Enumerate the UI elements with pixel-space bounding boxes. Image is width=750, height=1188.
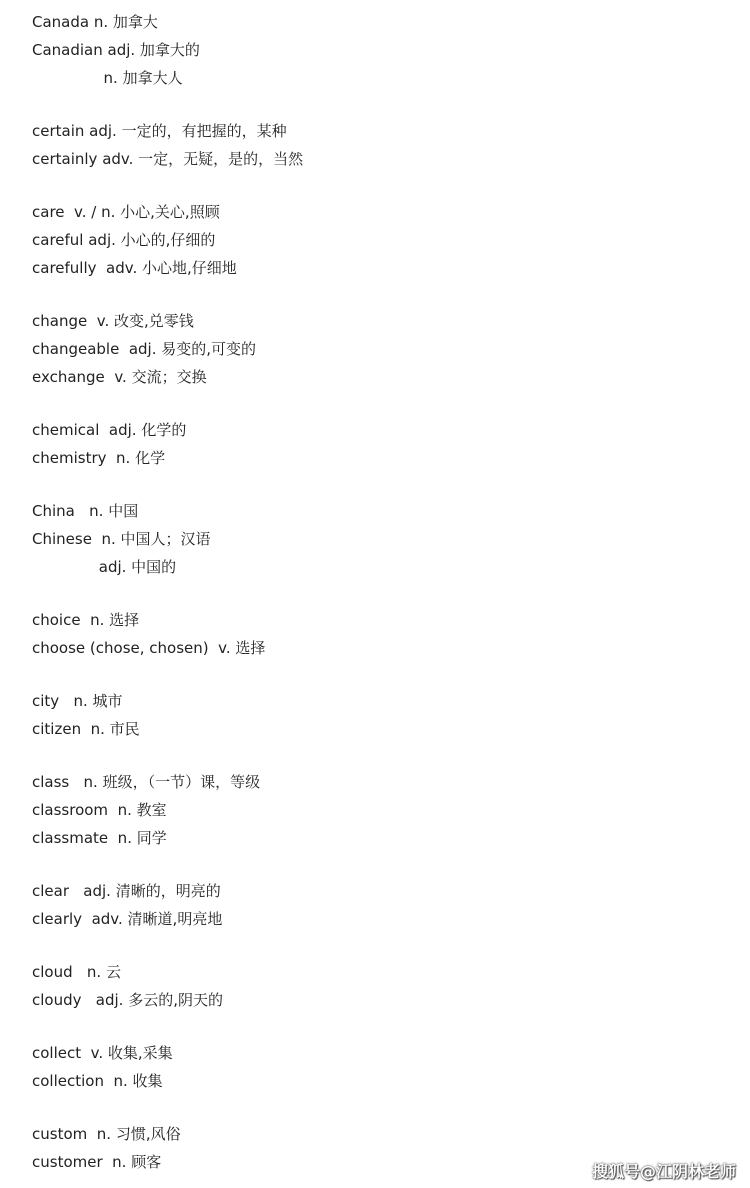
word-group [32,117,732,173]
vocab-line: choice n. 选择 [32,611,140,629]
word-group [32,416,732,472]
vocab-line: n. 加拿大人 [32,69,183,87]
word-group [32,8,732,92]
group-spacer [32,1014,732,1039]
vocab-line: care v. / n. 小心,关心,照顾 [32,203,220,221]
word-group [32,606,732,662]
vocab-line: carefully adv. 小心地,仔细地 [32,259,237,277]
vocab-line: collect v. 收集,采集 [32,1044,173,1062]
group-spacer [32,92,732,117]
vocab-line: chemical adj. 化学的 [32,421,187,439]
vocab-line: chemistry n. 化学 [32,449,166,467]
vocab-line: cloud n. 云 [32,963,121,981]
group-spacer [32,472,732,497]
group-spacer [32,391,732,416]
vocab-line: certain adj. 一定的，有把握的，某种 [32,122,287,140]
group-spacer [32,852,732,877]
word-group [32,1039,732,1095]
word-group [32,768,732,852]
vocabulary-document [32,8,732,1176]
vocab-line: Canadian adj. 加拿大的 [32,41,200,59]
vocab-line: careful adj. 小心的,仔细的 [32,231,216,249]
vocab-line: classroom n. 教室 [32,801,167,819]
group-spacer [32,282,732,307]
vocab-line: exchange v. 交流；交换 [32,368,207,386]
word-group [32,497,732,581]
vocab-line: changeable adj. 易变的,可变的 [32,340,257,358]
group-spacer [32,662,732,687]
vocab-line: Canada n. 加拿大 [32,13,158,31]
vocab-line: cloudy adj. 多云的,阴天的 [32,991,223,1009]
word-group [32,958,732,1014]
vocab-line: collection n. 收集 [32,1072,163,1090]
vocab-line: clear adj. 清晰的，明亮的 [32,882,221,900]
vocab-line: Chinese n. 中国人；汉语 [32,530,211,548]
vocab-line: citizen n. 市民 [32,720,140,738]
vocab-line: adj. 中国的 [32,558,177,576]
vocab-line: choose (chose, chosen) v. 选择 [32,639,266,657]
word-group [32,198,732,282]
vocab-line: certainly adv. 一定，无疑，是的，当然 [32,150,304,168]
word-group [32,877,732,933]
source-watermark: 搜狐号@江阴林老师 [591,1162,736,1181]
group-spacer [32,743,732,768]
group-spacer [32,933,732,958]
vocab-line: custom n. 习惯,风俗 [32,1125,181,1143]
vocab-line: clearly adv. 清晰道,明亮地 [32,910,223,928]
vocab-line: customer n. 顾客 [32,1153,162,1171]
vocab-line: class n. 班级，（一节）课，等级 [32,773,261,791]
word-group [32,687,732,743]
group-spacer [32,1095,732,1120]
vocab-line: classmate n. 同学 [32,829,167,847]
word-group [32,307,732,391]
group-spacer [32,581,732,606]
vocab-line: change v. 改变,兑零钱 [32,312,194,330]
group-spacer [32,173,732,198]
vocab-line: city n. 城市 [32,692,123,710]
vocab-line: China n. 中国 [32,502,139,520]
